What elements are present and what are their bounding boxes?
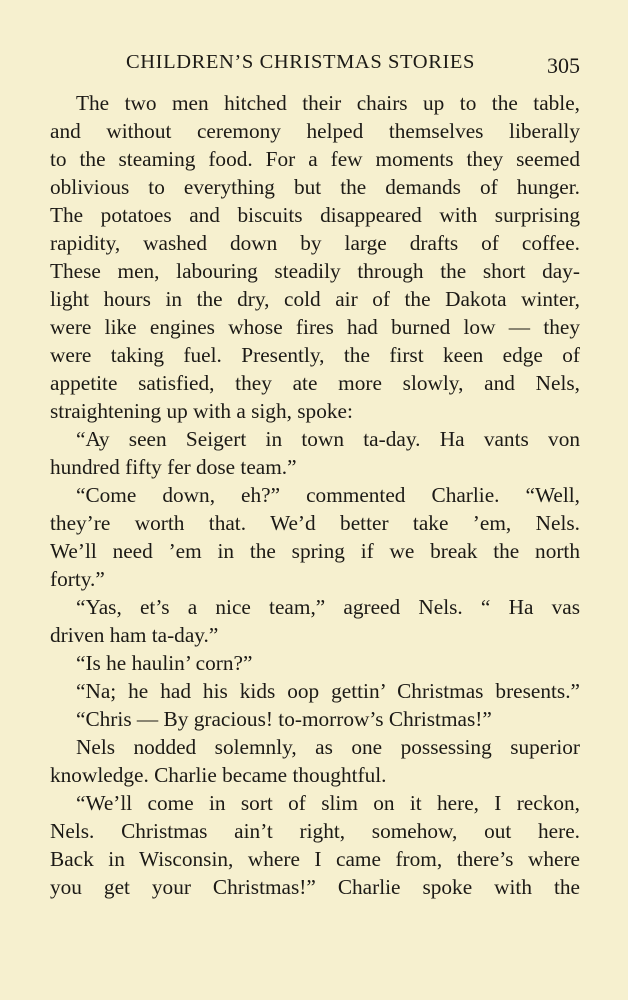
text-line: light hours in the dry, cold air of the Dakota winter, (50, 287, 580, 311)
text-line: straightening up with a sigh, spoke: (50, 399, 353, 423)
text-line: hundred fifty fer dose team.” (50, 455, 297, 479)
text-line: “Yas, et’s a nice team,” agreed Nels. “ Ha vas (76, 595, 580, 619)
text-line: were taking fuel. Presently, the first keen edge of (50, 343, 580, 367)
text-line: The potatoes and biscuits disappeared with surprising (50, 203, 580, 227)
text-line: and without ceremony helped themselves liberally (50, 119, 580, 143)
text-line: were like engines whose fires had burned low — they (50, 315, 580, 339)
text-line: Nels nodded solemnly, as one possessing superior (76, 735, 580, 759)
text-line: forty.” (50, 567, 105, 591)
text-line: you get your Christmas!” Charlie spoke with the (50, 875, 580, 899)
text-line: The two men hitched their chairs up to the table, (76, 91, 580, 115)
text-line: rapidity, washed down by large drafts of coffee. (50, 231, 580, 255)
text-line: driven ham ta-day.” (50, 623, 219, 647)
text-line: These men, labouring steadily through the short day- (50, 259, 580, 283)
text-line: “Chris — By gracious! to-morrow’s Christmas!” (76, 707, 492, 731)
text-line: Nels. Christmas ain’t right, somehow, out here. (50, 819, 580, 843)
running-title: CHILDREN’S CHRISTMAS STORIES (126, 51, 476, 73)
text-line: “Ay seen Seigert in town ta-day. Ha vants von (76, 427, 580, 451)
text-line: to the steaming food. For a few moments they seemed (50, 147, 580, 171)
text-line: We’ll need ’em in the spring if we break the north (50, 539, 580, 563)
text-line: Back in Wisconsin, where I came from, there’s where (50, 847, 580, 871)
body-text (50, 89, 580, 901)
text-line: appetite satisfied, they ate more slowly, and Nels, (50, 371, 580, 395)
text-line: “Come down, eh?” commented Charlie. “Well, (76, 483, 580, 507)
text-line: oblivious to everything but the demands of hunger. (50, 175, 580, 199)
running-head (126, 51, 580, 81)
text-line: “We’ll come in sort of slim on it here, I reckon, (76, 791, 580, 815)
text-line: knowledge. Charlie became thoughtful. (50, 763, 387, 787)
page-number: 305 (547, 53, 580, 78)
text-line: “Is he haulin’ corn?” (76, 651, 253, 675)
text-line: they’re worth that. We’d better take ’em, Nels. (50, 511, 580, 535)
text-line: “Na; he had his kids oop gettin’ Christmas bresents.” (76, 679, 580, 703)
